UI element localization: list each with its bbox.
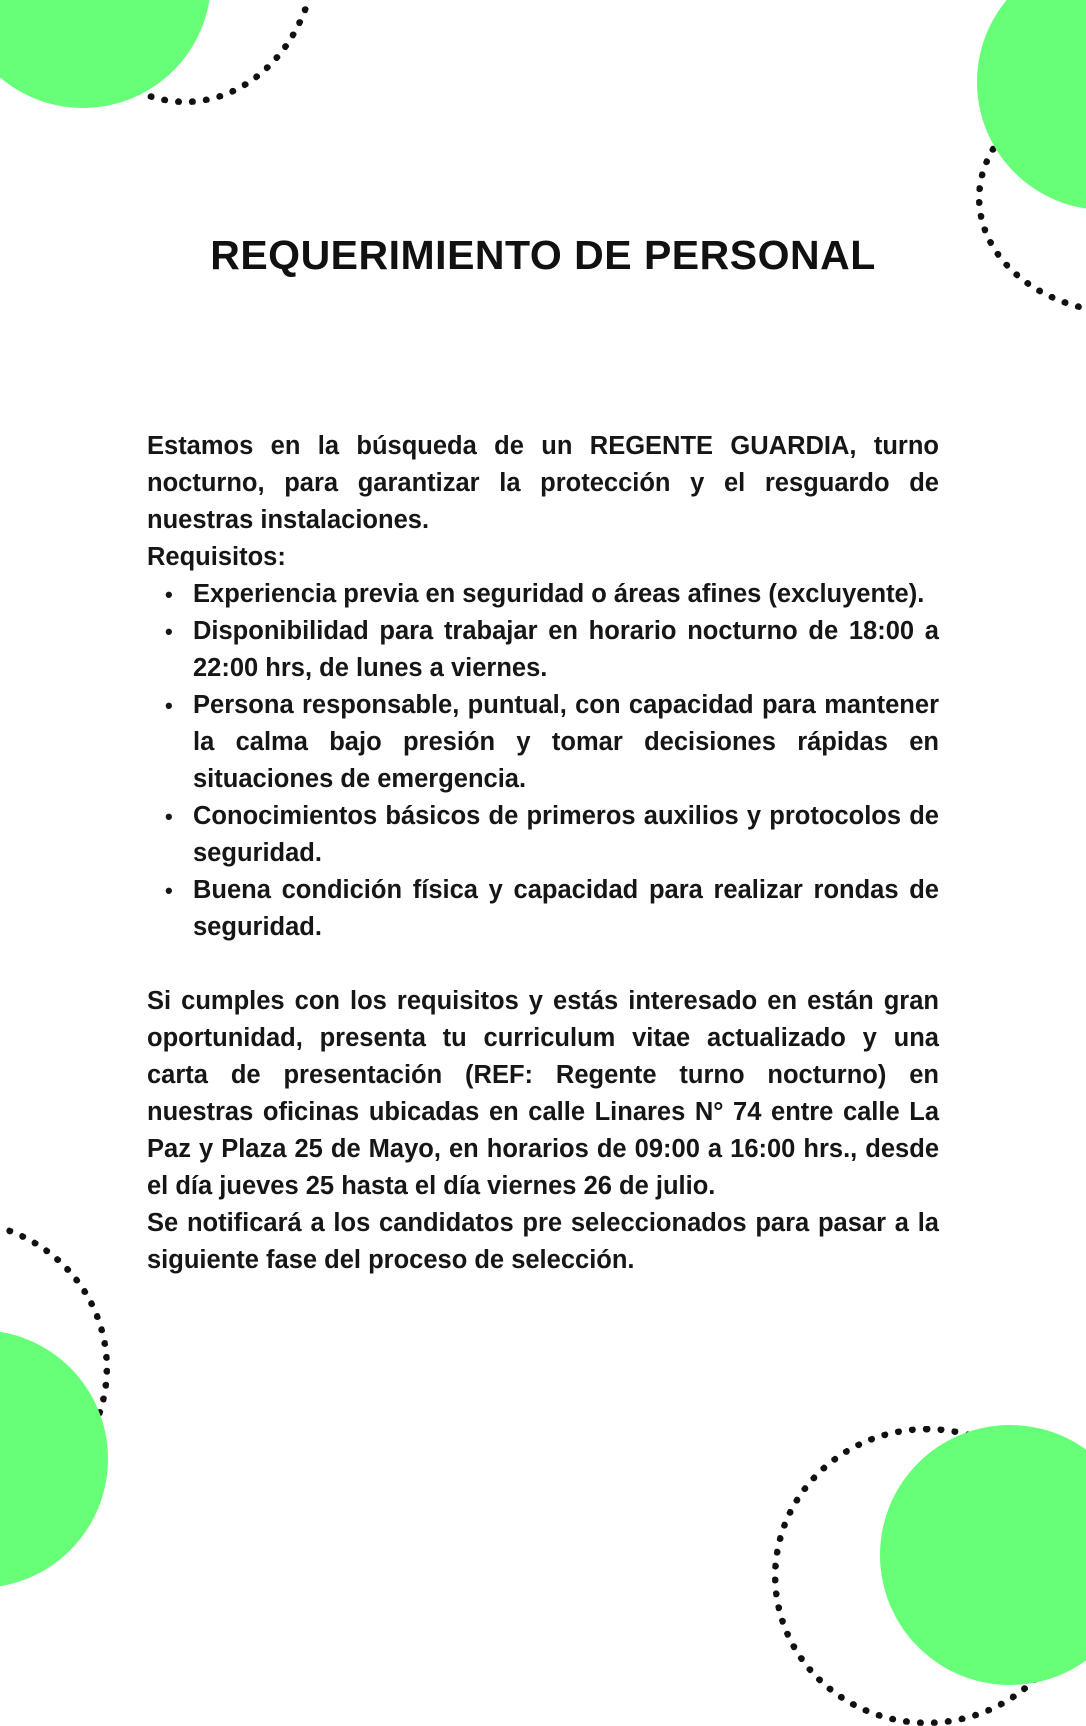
requirements-heading: Requisitos: xyxy=(147,543,286,571)
bullet-icon: • xyxy=(165,582,173,607)
requirements-list xyxy=(147,576,939,946)
list-item: • Persona responsable, puntual, con capacidad para mantener la calma bajo presión y tomar decisiones rápidas en situaciones de emergencia. xyxy=(193,687,939,798)
document-body xyxy=(147,428,939,1279)
intro-paragraph: Estamos en la búsqueda de un REGENTE GUARDIA, turno nocturno, para garantizar la protección y el resguardo de nuestras instalaciones. xyxy=(147,432,939,534)
list-item: • Disponibilidad para trabajar en horario nocturno de 18:00 a 22:00 hrs, de lunes a viernes. xyxy=(193,613,939,687)
closing-note: Se notificará a los candidatos pre seleccionados para pasar a la siguiente fase del proceso de selección. xyxy=(147,1209,939,1274)
page-title: REQUERIMIENTO DE PERSONAL xyxy=(210,232,876,278)
list-item: • Buena condición física y capacidad para realizar rondas de seguridad. xyxy=(193,872,939,946)
list-item: • Experiencia previa en seguridad o áreas afines (excluyente). xyxy=(193,576,939,613)
bullet-icon: • xyxy=(165,693,173,718)
application-instructions: Si cumples con los requisitos y estás interesado en están gran oportunidad, presenta tu curriculum vitae actualizado y una carta de presentación (REF: Regente turno nocturno) en nuestras oficinas ubicadas en calle Linares N° 74 entre calle La Paz y Plaza 25 de Mayo, en horarios de 09:00 a 16:00 hrs., desde el día jueves 25 hasta el día viernes 26 de julio. xyxy=(147,987,939,1200)
list-item: • Conocimientos básicos de primeros auxilios y protocolos de seguridad. xyxy=(193,798,939,872)
bullet-icon: • xyxy=(165,619,173,644)
paragraph-spacer xyxy=(147,946,939,983)
bullet-icon: • xyxy=(165,804,173,829)
bullet-icon: • xyxy=(165,878,173,903)
